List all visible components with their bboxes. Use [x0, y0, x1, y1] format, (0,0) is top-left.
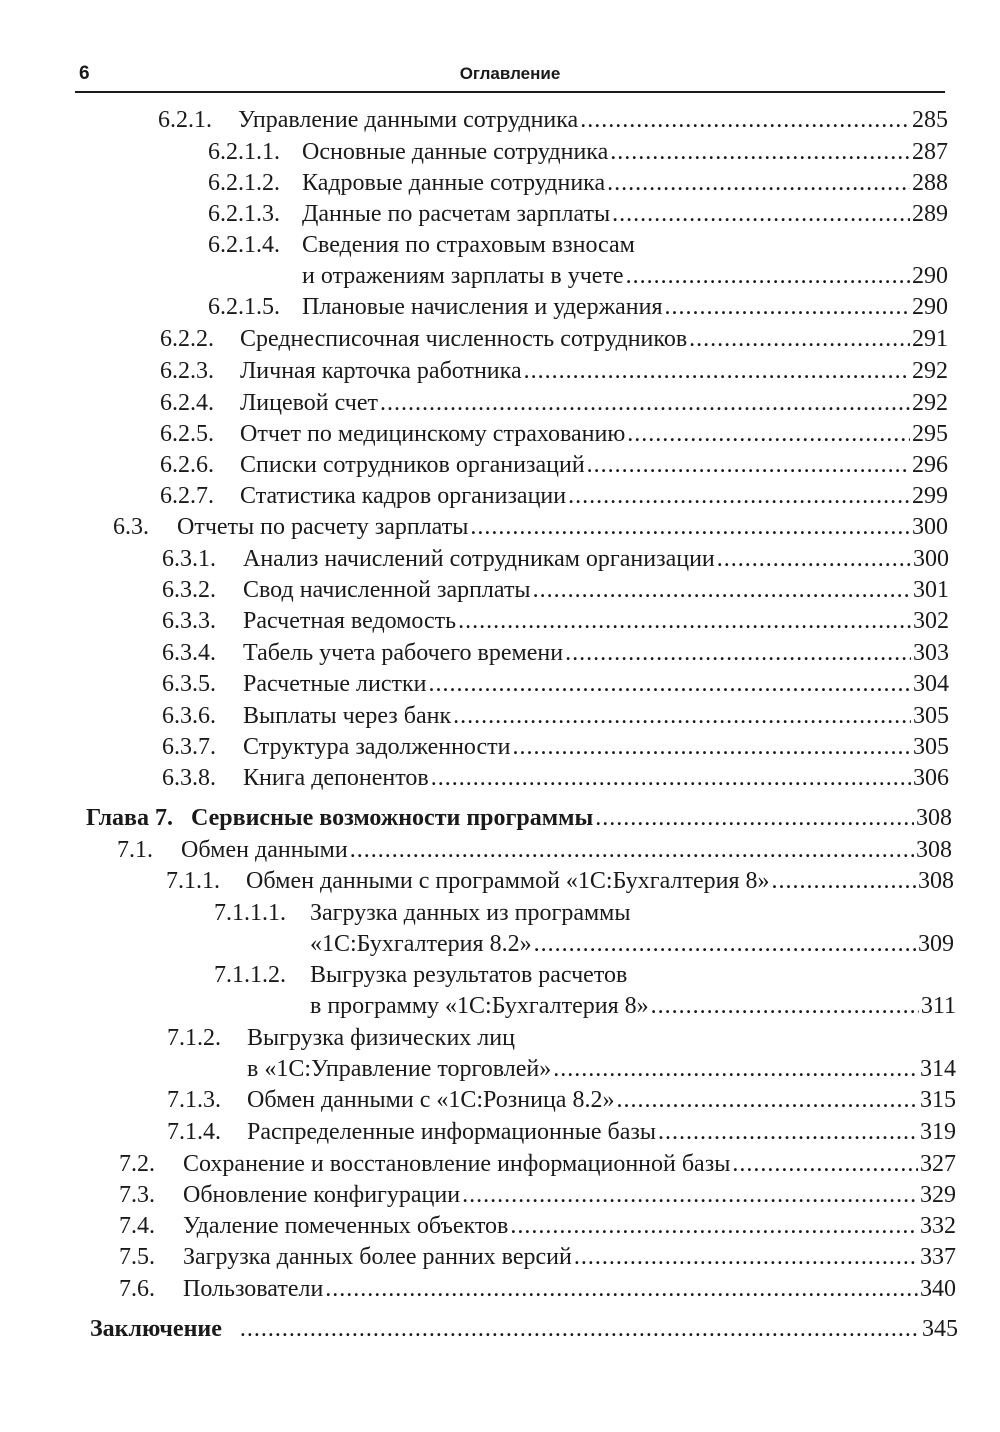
- toc-entry[interactable]: [208, 137, 948, 167]
- toc-entry-page: 305: [913, 734, 949, 760]
- toc-entry[interactable]: [162, 669, 949, 699]
- toc-entry-title-continued: и отражениям зарплаты в учете: [302, 263, 624, 289]
- toc-entry-number: 6.3.8.: [162, 765, 216, 791]
- toc-entry-title: Расчетная ведомость: [243, 608, 457, 634]
- toc-entry-number: 6.2.1.5.: [208, 294, 280, 320]
- toc-entry-title: Отчет по медицинскому страхованию: [240, 421, 626, 447]
- toc-dot-leader: [616, 1085, 918, 1115]
- toc-entry-number: 6.2.7.: [160, 483, 214, 509]
- toc-entry-title-continued: «1С:Бухгалтерия 8.2»: [310, 931, 532, 957]
- toc-dot-leader: [574, 1242, 918, 1272]
- toc-entry[interactable]: [119, 1149, 956, 1179]
- toc-entry-title: Списки сотрудников организаций: [240, 452, 585, 478]
- toc-entry-page: 302: [913, 608, 949, 634]
- toc-entry-number: 6.2.1.1.: [208, 139, 280, 165]
- toc-entry-number: 6.2.5.: [160, 421, 214, 447]
- toc-entry-page: 287: [912, 139, 948, 165]
- toc-entry-number: 6.3.4.: [162, 640, 216, 666]
- toc-entry-title: Структура задолженности: [243, 734, 511, 760]
- toc-dot-leader: [587, 450, 910, 480]
- toc-entry[interactable]: [167, 1117, 956, 1147]
- toc-dot-leader: [553, 1054, 918, 1084]
- toc-entry-page: 345: [922, 1316, 958, 1342]
- toc-entry-title: Расчетные листки: [243, 671, 427, 697]
- toc-entry-page: 291: [912, 326, 948, 352]
- toc-dot-leader: [580, 105, 910, 135]
- toc-entry-page: 319: [920, 1119, 956, 1145]
- toc-entry[interactable]: [119, 1242, 956, 1272]
- toc-entry-page: 314: [920, 1056, 956, 1082]
- toc-entry-page: 308: [916, 837, 952, 863]
- toc-entry-title: Выгрузка результатов расчетов: [310, 962, 628, 988]
- toc-entry-title: Выплаты через банк: [243, 703, 452, 729]
- toc-chapter-number: Глава 7.: [86, 805, 173, 831]
- toc-dot-leader: [610, 137, 910, 167]
- toc-dot-leader: [510, 1211, 918, 1241]
- toc-entry-page: 337: [920, 1244, 956, 1270]
- toc-entry-number: 7.1.1.2.: [214, 962, 286, 988]
- toc-entry-page: 305: [913, 703, 949, 729]
- toc-entry-page: 329: [920, 1182, 956, 1208]
- toc-entry[interactable]: [117, 835, 952, 865]
- toc-entry-continuation[interactable]: [302, 261, 948, 291]
- toc-entry[interactable]: [208, 292, 948, 322]
- toc-dot-leader: [534, 929, 916, 959]
- toc-dot-leader: [470, 512, 910, 542]
- toc-entry[interactable]: [162, 606, 949, 636]
- toc-entry-number: 6.2.1.: [158, 107, 212, 133]
- toc-entry-title: Сохранение и восстановление информационной базы: [183, 1151, 731, 1177]
- toc-entry[interactable]: [166, 866, 954, 896]
- toc-entry-page: 300: [913, 546, 949, 572]
- toc-entry-number: 6.3.7.: [162, 734, 216, 760]
- toc-dot-leader: [665, 292, 910, 322]
- toc-entry-page: 308: [916, 805, 952, 831]
- toc-entry-page: 292: [912, 358, 948, 384]
- toc-entry-number: 7.3.: [119, 1182, 155, 1208]
- toc-dot-leader: [428, 669, 911, 699]
- toc-entry[interactable]: [160, 356, 948, 386]
- toc-dot-leader: [513, 732, 911, 762]
- toc-dot-leader: [568, 481, 910, 511]
- toc-entry-title: Среднесписочная численность сотрудников: [240, 326, 688, 352]
- toc-entry-number: 6.2.3.: [160, 358, 214, 384]
- toc-dot-leader: [651, 991, 919, 1021]
- toc-entry-continuation[interactable]: [310, 991, 956, 1021]
- toc-entry-page: 289: [912, 201, 948, 227]
- toc-entry-page: 295: [912, 421, 948, 447]
- toc-entry-page: 290: [912, 263, 948, 289]
- toc-entry-number: 6.3.2.: [162, 577, 216, 603]
- toc-entry-number: 6.3.5.: [162, 671, 216, 697]
- toc-dot-leader: [350, 835, 914, 865]
- toc-dot-leader: [462, 1180, 918, 1210]
- toc-entry-number: 6.3.3.: [162, 608, 216, 634]
- toc-entry-title: Заключение: [90, 1316, 222, 1342]
- toc-dot-leader: [626, 261, 910, 291]
- toc-dot-leader: [658, 1117, 918, 1147]
- toc-entry-number: 7.5.: [119, 1244, 155, 1270]
- toc-entry[interactable]: [162, 575, 949, 605]
- toc-entry-page: 301: [913, 577, 949, 603]
- toc-entry[interactable]: [167, 1085, 956, 1115]
- toc-entry[interactable]: [160, 450, 948, 480]
- toc-entry-title: Личная карточка работника: [240, 358, 522, 384]
- toc-entry-title: Анализ начислений сотрудникам организации: [243, 546, 715, 572]
- toc-entry-title: Загрузка данных более ранних версий: [183, 1244, 572, 1270]
- toc-entry[interactable]: [119, 1274, 956, 1304]
- toc-entry[interactable]: [160, 419, 948, 449]
- toc-entry-title-continued: в программу «1С:Бухгалтерия 8»: [310, 993, 649, 1019]
- toc-entry-title-continued: в «1С:Управление торговлей»: [247, 1056, 552, 1082]
- toc-entry[interactable]: [214, 960, 954, 990]
- toc-entry-number: 7.4.: [119, 1213, 155, 1239]
- toc-entry[interactable]: [113, 512, 948, 542]
- toc-entry-continuation[interactable]: [310, 929, 954, 959]
- toc-entry[interactable]: [160, 388, 948, 418]
- toc-entry-page: 306: [913, 765, 949, 791]
- toc-entry-number: 7.2.: [119, 1151, 155, 1177]
- toc-entry[interactable]: [162, 732, 949, 762]
- toc-entry-title: Обновление конфигурации: [183, 1182, 461, 1208]
- toc-entry-number: 6.2.2.: [160, 326, 214, 352]
- toc-entry-page: 315: [920, 1087, 956, 1113]
- toc-entry[interactable]: [160, 481, 948, 511]
- toc-entry-title: Лицевой счет: [240, 390, 379, 416]
- toc-entry-title: Книга депонентов: [243, 765, 429, 791]
- toc-entry[interactable]: [214, 898, 954, 928]
- toc-entry-title: Табель учета рабочего времени: [243, 640, 564, 666]
- toc-entry-title: Сведения по страховым взносам: [302, 232, 635, 258]
- toc-dot-leader: [458, 606, 911, 636]
- toc-entry-page: 311: [920, 993, 956, 1019]
- toc-entry-title: Данные по расчетам зарплаты: [302, 201, 611, 227]
- toc-dot-leader: [533, 575, 911, 605]
- toc-entry-page: 309: [918, 931, 954, 957]
- toc-entry-number: 7.1.1.1.: [214, 900, 286, 926]
- toc-entry-number: 7.1.1.: [166, 868, 220, 894]
- toc-entry-number: 7.1.2.: [167, 1025, 221, 1051]
- toc-entry-number: 6.2.1.3.: [208, 201, 280, 227]
- toc-entry[interactable]: [162, 638, 949, 668]
- toc-entry-page: 300: [912, 514, 948, 540]
- toc-entry-page: 303: [913, 640, 949, 666]
- toc-entry[interactable]: [162, 763, 949, 793]
- toc-dot-leader: [627, 419, 910, 449]
- toc-entry-number: 6.3.6.: [162, 703, 216, 729]
- toc-entry-title: Обмен данными: [181, 837, 348, 863]
- toc-entry-number: 7.1.: [117, 837, 153, 863]
- toc-dot-leader: [689, 324, 910, 354]
- toc-entry[interactable]: [119, 1180, 956, 1210]
- toc-entry-page: 292: [912, 390, 948, 416]
- running-title: Оглавление: [459, 64, 561, 83]
- toc-entry[interactable]: [208, 168, 948, 198]
- toc-entry-number: 7.1.4.: [167, 1119, 221, 1145]
- toc-dot-leader: [431, 763, 911, 793]
- toc-entry-number: 7.6.: [119, 1276, 155, 1302]
- toc-dot-leader: [565, 638, 911, 668]
- toc-entry-number: 7.1.3.: [167, 1087, 221, 1113]
- toc-entry-title: Обмен данными с программой «1С:Бухгалтерия 8»: [246, 868, 770, 894]
- toc-dot-leader: [453, 701, 911, 731]
- toc-dot-leader: [607, 168, 910, 198]
- toc-entry[interactable]: [160, 324, 948, 354]
- toc-dot-leader: [380, 388, 910, 418]
- toc-entry[interactable]: [167, 1023, 956, 1053]
- toc-dot-leader: [240, 1314, 920, 1344]
- toc-entry-title: Управление данными сотрудника: [238, 107, 579, 133]
- toc-entry-title: Выгрузка физических лиц: [247, 1025, 515, 1051]
- toc-entry-title: Сервисные возможности программы: [191, 805, 594, 831]
- toc-entry-number: 6.2.1.2.: [208, 170, 280, 196]
- toc-entry-number: 6.2.4.: [160, 390, 214, 416]
- toc-dot-leader: [732, 1149, 918, 1179]
- toc-entry-page: 304: [913, 671, 949, 697]
- toc-dot-leader: [612, 199, 910, 229]
- toc-entry-page: 332: [920, 1213, 956, 1239]
- toc-entry-page: 308: [918, 868, 954, 894]
- toc-entry-page: 340: [920, 1276, 956, 1302]
- toc-entry[interactable]: [119, 1211, 956, 1241]
- toc-dot-leader: [524, 356, 910, 386]
- toc-entry-number: 6.2.1.4.: [208, 232, 280, 258]
- toc-entry[interactable]: [162, 544, 949, 574]
- toc-entry-title: Отчеты по расчету зарплаты: [177, 514, 469, 540]
- toc-entry-number: 6.2.6.: [160, 452, 214, 478]
- toc-entry-page: 288: [912, 170, 948, 196]
- toc-entry-title: Распределенные информационные базы: [247, 1119, 656, 1145]
- toc-dot-leader: [595, 803, 914, 833]
- toc-entry-title: Обмен данными с «1С:Розница 8.2»: [247, 1087, 615, 1113]
- toc-entry-page: 296: [912, 452, 948, 478]
- toc-dot-leader: [771, 866, 916, 896]
- toc-entry-title: Кадровые данные сотрудника: [302, 170, 606, 196]
- toc-entry-title: Плановые начисления и удержания: [302, 294, 663, 320]
- toc-entry[interactable]: [158, 105, 948, 135]
- toc-entry-title: Удаление помеченных объектов: [183, 1213, 509, 1239]
- toc-entry-title: Статистика кадров организации: [240, 483, 567, 509]
- toc-entry-page: 290: [912, 294, 948, 320]
- toc-entry-number: 6.3.: [113, 514, 149, 540]
- toc-chapter-entry[interactable]: [86, 803, 952, 833]
- toc-entry-continuation[interactable]: [247, 1054, 956, 1084]
- toc-dot-leader: [325, 1274, 918, 1304]
- toc-dot-leader: [717, 544, 911, 574]
- toc-entry-page: 299: [912, 483, 948, 509]
- toc-conclusion-entry[interactable]: [90, 1314, 958, 1344]
- toc-entry-title: Свод начисленной зарплаты: [243, 577, 531, 603]
- toc-entry-page: 327: [920, 1151, 956, 1177]
- toc-entry-number: 6.3.1.: [162, 546, 216, 572]
- toc-entry[interactable]: [208, 230, 948, 260]
- toc-entry-title: Пользователи: [183, 1276, 324, 1302]
- toc-entry-page: 285: [912, 107, 948, 133]
- toc-entry-title: Загрузка данных из программы: [310, 900, 631, 926]
- page-number: 6: [79, 63, 90, 84]
- toc-entry[interactable]: [162, 701, 949, 731]
- toc-entry[interactable]: [208, 199, 948, 229]
- toc-entry-title: Основные данные сотрудника: [302, 139, 609, 165]
